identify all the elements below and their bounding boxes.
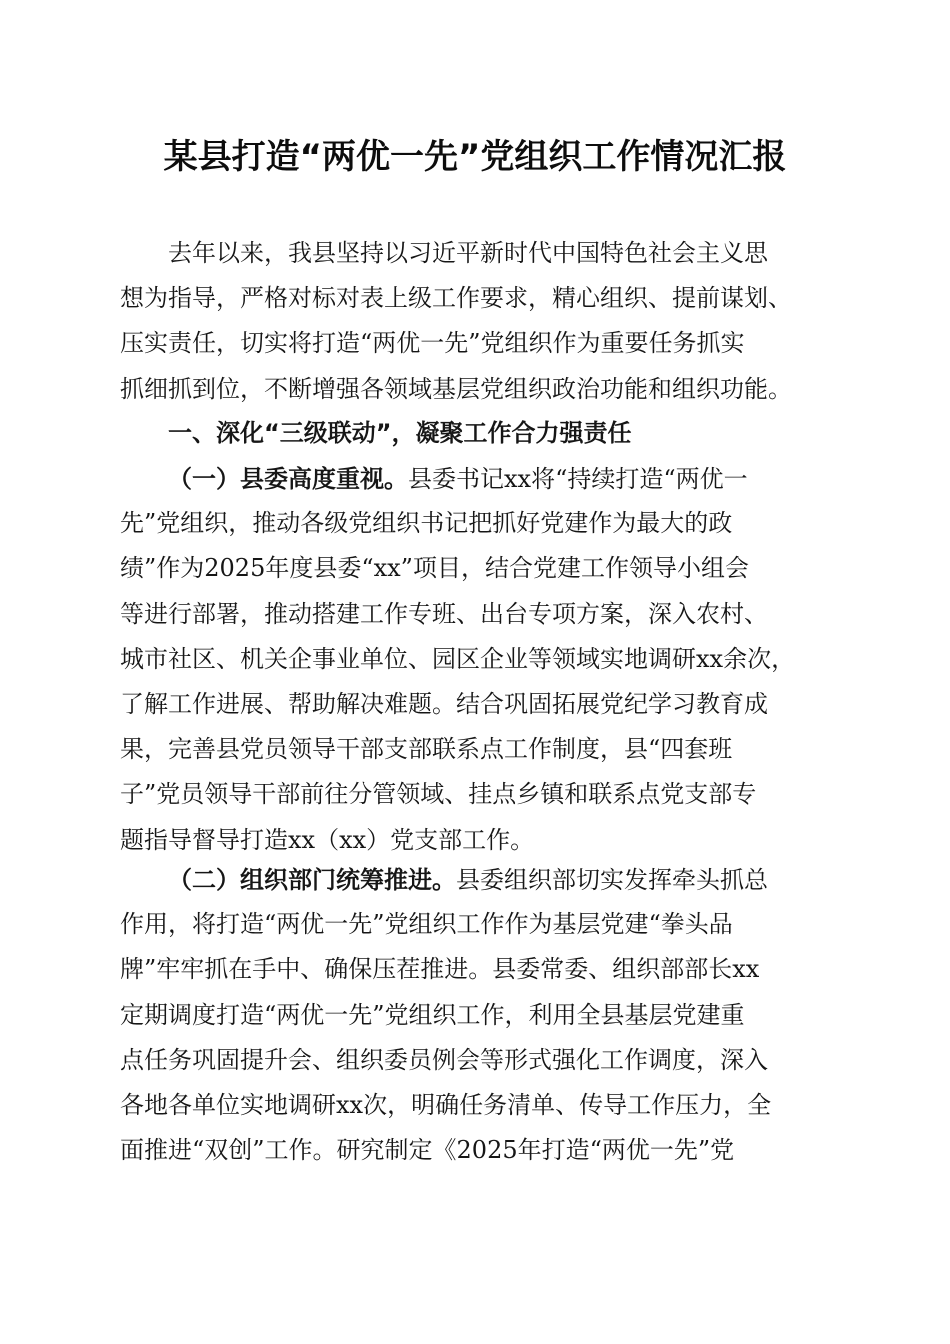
subsection-1-line: 果，完善县党员领导干部支部联系点工作制度，县“四套班 (120, 735, 733, 764)
subsection-1-line: 城市社区、机关企事业单位、园区企业等领域实地调研xx余次， (120, 644, 796, 673)
intro-line: 抓细抓到位，不断增强各领域基层党组织政治功能和组织功能。 (120, 374, 792, 403)
subsection-2-paragraph (120, 857, 828, 1173)
subsection-2-line: 点任务巩固提升会、组织委员例会等形式强化工作调度，深入 (120, 1045, 768, 1074)
intro-line: 想为指导，严格对标对表上级工作要求，精心组织、提前谋划、 (120, 284, 792, 313)
section-heading (120, 411, 828, 456)
subsection-2-line: 面推进“双创”工作。研究制定《2025年打造“两优一先”党 (120, 1136, 735, 1165)
subsection-2-line: 定期调度打造“两优一先”党组织工作，利用全县基层党建重 (120, 1000, 745, 1029)
subsection-1-first-line (120, 456, 828, 501)
subsection-2-line: 各地各单位实地调研xx次，明确任务清单、传导工作压力，全 (120, 1090, 772, 1119)
subsection-1-first-line-text: 县委书记xx将“持续打造“两优一 (408, 465, 748, 493)
subsection-1-line: 等进行部署，推动搭建工作专班、出台专项方案，深入农村、 (120, 599, 768, 628)
intro-paragraph (120, 231, 828, 412)
subsection-2-lead: （二）组织部门统筹推进。 (168, 865, 456, 894)
intro-line: 压实责任，切实将打造“两优一先”党组织作为重要任务抓实 (120, 329, 745, 358)
subsection-1-line: 绩”作为2025年度县委“xx”项目，结合党建工作领导小组会 (120, 554, 749, 583)
subsection-1-lead: （一）县委高度重视。 (168, 464, 408, 493)
subsection-1-paragraph (120, 456, 828, 863)
subsection-1-line: 了解工作进展、帮助解决难题。结合巩固拓展党纪学习教育成 (120, 689, 768, 718)
subsection-1-line: 先”党组织，推动各级党组织书记把抓好党建作为最大的政 (120, 509, 733, 538)
subsection-1-line: 子”党员领导干部前往分管领域、挂点乡镇和联系点党支部专 (120, 780, 757, 809)
subsection-2-line: 作用，将打造“两优一先”党组织工作作为基层党建“拳头品 (120, 910, 733, 939)
subsection-2-line: 牌”牢牢抓在手中、确保压茬推进。县委常委、组织部部长xx (120, 955, 760, 984)
subsection-2-first-line (120, 857, 828, 902)
intro-line: 去年以来，我县坚持以习近平新时代中国特色社会主义思 (168, 239, 768, 267)
subsection-2-first-line-text: 县委组织部切实发挥牵头抓总 (456, 866, 768, 894)
subsection-1-line: 题指导督导打造xx（xx）党支部工作。 (120, 825, 535, 854)
section-1-heading: 一、深化“三级联动”，凝聚工作合力强责任 (168, 419, 632, 447)
document-title: 某县打造“两优一先”党组织工作情况汇报 (163, 137, 787, 177)
